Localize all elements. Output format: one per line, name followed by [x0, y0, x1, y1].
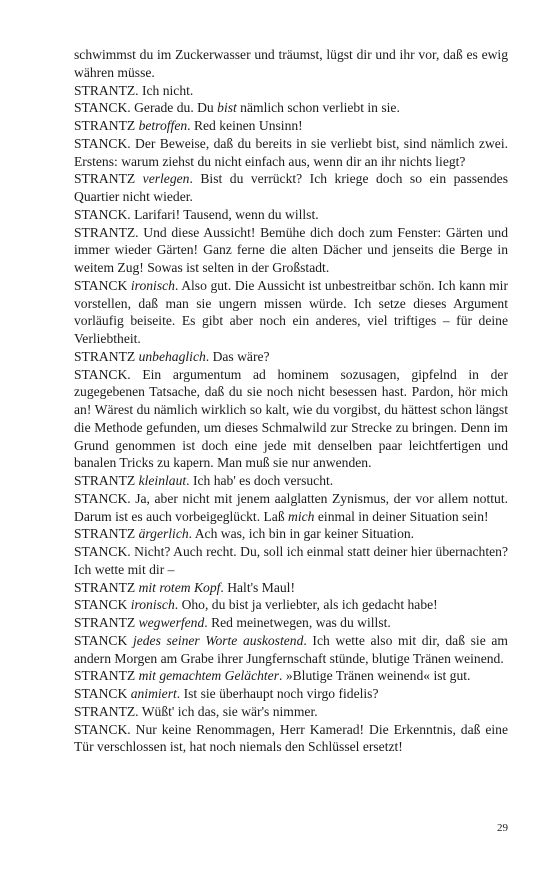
dialogue-paragraph	[74, 721, 508, 757]
dialogue-text: . Also gut. Die Aussicht ist unbestreitbar schön. Ich kann mir vorstellen, daß man sie ungern missen würde. Ich setze dieses Argument vorläufig beiseite. Es gibt aber noch ein anderes, viel triftiges – für deine Verliebtheit.	[74, 277, 508, 346]
dialogue-text: STRANTZ	[74, 526, 139, 542]
dialogue-paragraph	[74, 366, 508, 473]
dialogue-text: nämlich schon verliebt in sie.	[236, 100, 400, 116]
dialogue-paragraph	[74, 206, 508, 224]
dialogue-text: STANCK. Gerade du. Du	[74, 100, 218, 116]
dialogue-paragraph	[74, 277, 508, 348]
dialogue-text: STANCK	[74, 686, 131, 701]
dialogue-text: . »Blutige Tränen weinend« ist gut.	[279, 668, 471, 684]
dialogue-paragraph	[74, 525, 508, 543]
dialogue-text: STRANTZ	[74, 118, 139, 133]
dialogue-text: STRANTZ	[74, 348, 139, 364]
dialogue-text: . Halt's Maul!	[220, 579, 295, 595]
stage-direction: betroffen	[138, 118, 188, 133]
dialogue-paragraph	[74, 490, 508, 526]
dialogue-text: . Red meinetwegen, was du willst.	[204, 615, 391, 630]
stage-direction: animiert	[130, 686, 177, 701]
dialogue-text: einmal in deiner Situation sein!	[314, 508, 489, 524]
dialogue-paragraph	[74, 348, 508, 366]
dialogue-paragraph	[74, 135, 508, 171]
dialogue-text: . Ich wette also mit dir, daß sie am andern Morgen am Grabe ihrer Jungfernschaft stünde, blutige Tränen weinend.	[74, 632, 508, 666]
dialogue-text: schwimmst du im Zuckerwasser und träumst, lügst dir und ihr vor, daß es ewig währen müsse.	[74, 47, 508, 80]
dialogue-text: STANCK. Nur keine Renommagen, Herr Kamerad! Die Erkenntnis, daß eine Tür verschlossen ist, hat noch niemals den Schlüssel ersetzt!	[74, 721, 508, 755]
dialogue-text: STRANTZ	[74, 668, 139, 684]
dialogue-text: . Oho, du bist ja verliebter, als ich gedacht habe!	[174, 597, 438, 613]
dialogue-text: STANCK. Larifari! Tausend, wenn du willst.	[74, 206, 319, 222]
dialogue-text: . Ich hab' es doch versucht.	[186, 473, 334, 488]
stage-direction: verlegen	[142, 171, 190, 187]
dialogue-text: . Red keinen Unsinn!	[187, 118, 303, 133]
stage-direction: wegwerfend	[138, 615, 205, 630]
dialogue-paragraph	[74, 46, 508, 82]
dialogue-paragraph	[74, 685, 508, 703]
stage-direction: mit rotem Kopf	[138, 579, 221, 595]
page-number: 29	[497, 822, 508, 834]
stage-direction: ärgerlich	[138, 526, 189, 542]
dialogue-text: . Das wäre?	[205, 348, 270, 364]
dialogue-paragraph	[74, 543, 508, 579]
page-body-text	[74, 46, 508, 756]
dialogue-text: STRANTZ	[74, 579, 139, 595]
dialogue-paragraph	[74, 703, 508, 721]
dialogue-text: STRANTZ. Ich nicht.	[74, 82, 194, 98]
dialogue-paragraph	[74, 99, 508, 117]
dialogue-paragraph	[74, 579, 508, 597]
dialogue-text: STRANTZ. Und diese Aussicht! Bemühe dich doch zum Fenster: Gärten und immer wieder Gärten! Ganz ferne die alten Dächer und jenseits die Berge in weitem Zug! Sowas ist selten in der Großstadt.	[74, 224, 508, 275]
dialogue-text: . Ist sie überhaupt noch virgo fidelis?	[176, 686, 379, 701]
dialogue-paragraph	[74, 170, 508, 206]
dialogue-paragraph	[74, 117, 508, 135]
stage-direction: jedes seiner Worte auskostend	[132, 632, 304, 648]
dialogue-paragraph	[74, 472, 508, 490]
dialogue-paragraph	[74, 596, 508, 614]
dialogue-paragraph	[74, 632, 508, 668]
dialogue-text: STRANTZ	[74, 473, 139, 488]
dialogue-paragraph	[74, 667, 508, 685]
dialogue-text: STANCK	[74, 632, 133, 648]
stage-direction: bist	[217, 100, 237, 116]
stage-direction: ironisch	[130, 277, 175, 293]
dialogue-text: STANCK. Ja, aber nicht mit jenem aalglatten Zynismus, der vor allem nottut. Darum ist es auch vorbeigeglückt. Laß	[74, 490, 508, 524]
dialogue-text: STANCK. Der Beweise, daß du bereits in sie verliebt bist, sind nämlich zwei. Erstens: warum ziehst du nicht einfach aus, wenn dir an ihr nichts liegt?	[74, 135, 508, 169]
dialogue-text: . Ach was, ich bin in gar keiner Situation.	[188, 526, 415, 542]
dialogue-text: . Bist du verrückt? Ich kriege doch so ein passendes Quartier nicht wieder.	[74, 171, 508, 204]
dialogue-text: STANCK. Nicht? Auch recht. Du, soll ich einmal statt deiner hier übernachten? Ich wette mit dir –	[74, 544, 508, 577]
stage-direction: mit gemachtem Gelächter	[138, 668, 280, 684]
stage-direction: unbehaglich	[138, 348, 206, 364]
dialogue-paragraph	[74, 224, 508, 277]
dialogue-text: STANCK	[74, 597, 131, 613]
stage-direction: kleinlaut	[138, 473, 187, 488]
stage-direction: mich	[288, 508, 315, 524]
dialogue-text: STRANTZ	[74, 171, 143, 187]
dialogue-text: STANCK	[74, 277, 131, 293]
dialogue-paragraph	[74, 82, 508, 100]
dialogue-paragraph	[74, 614, 508, 632]
dialogue-text: STRANTZ. Wüßt' ich das, sie wär's nimmer.	[74, 703, 318, 719]
dialogue-text: STRANTZ	[74, 615, 139, 630]
stage-direction: ironisch	[130, 597, 175, 613]
dialogue-text: STANCK. Ein argumentum ad hominem sozusagen, gipfelnd in der zugegebenen Tatsache, daß du sie noch nicht besessen hast. Pardon, hör mich an! Wärest du nämlich wirklich so kalt, wie du vorgibst, du hättest schon längst die Methode gefunden, um dieses Schmalwild zur Strecke zu bringen. Denn im Grund genommen ist doch eine jede mit denselben paar leichtfertigen und banalen Tricks zu kapern. Man muß sie nur anwenden.	[74, 366, 508, 471]
